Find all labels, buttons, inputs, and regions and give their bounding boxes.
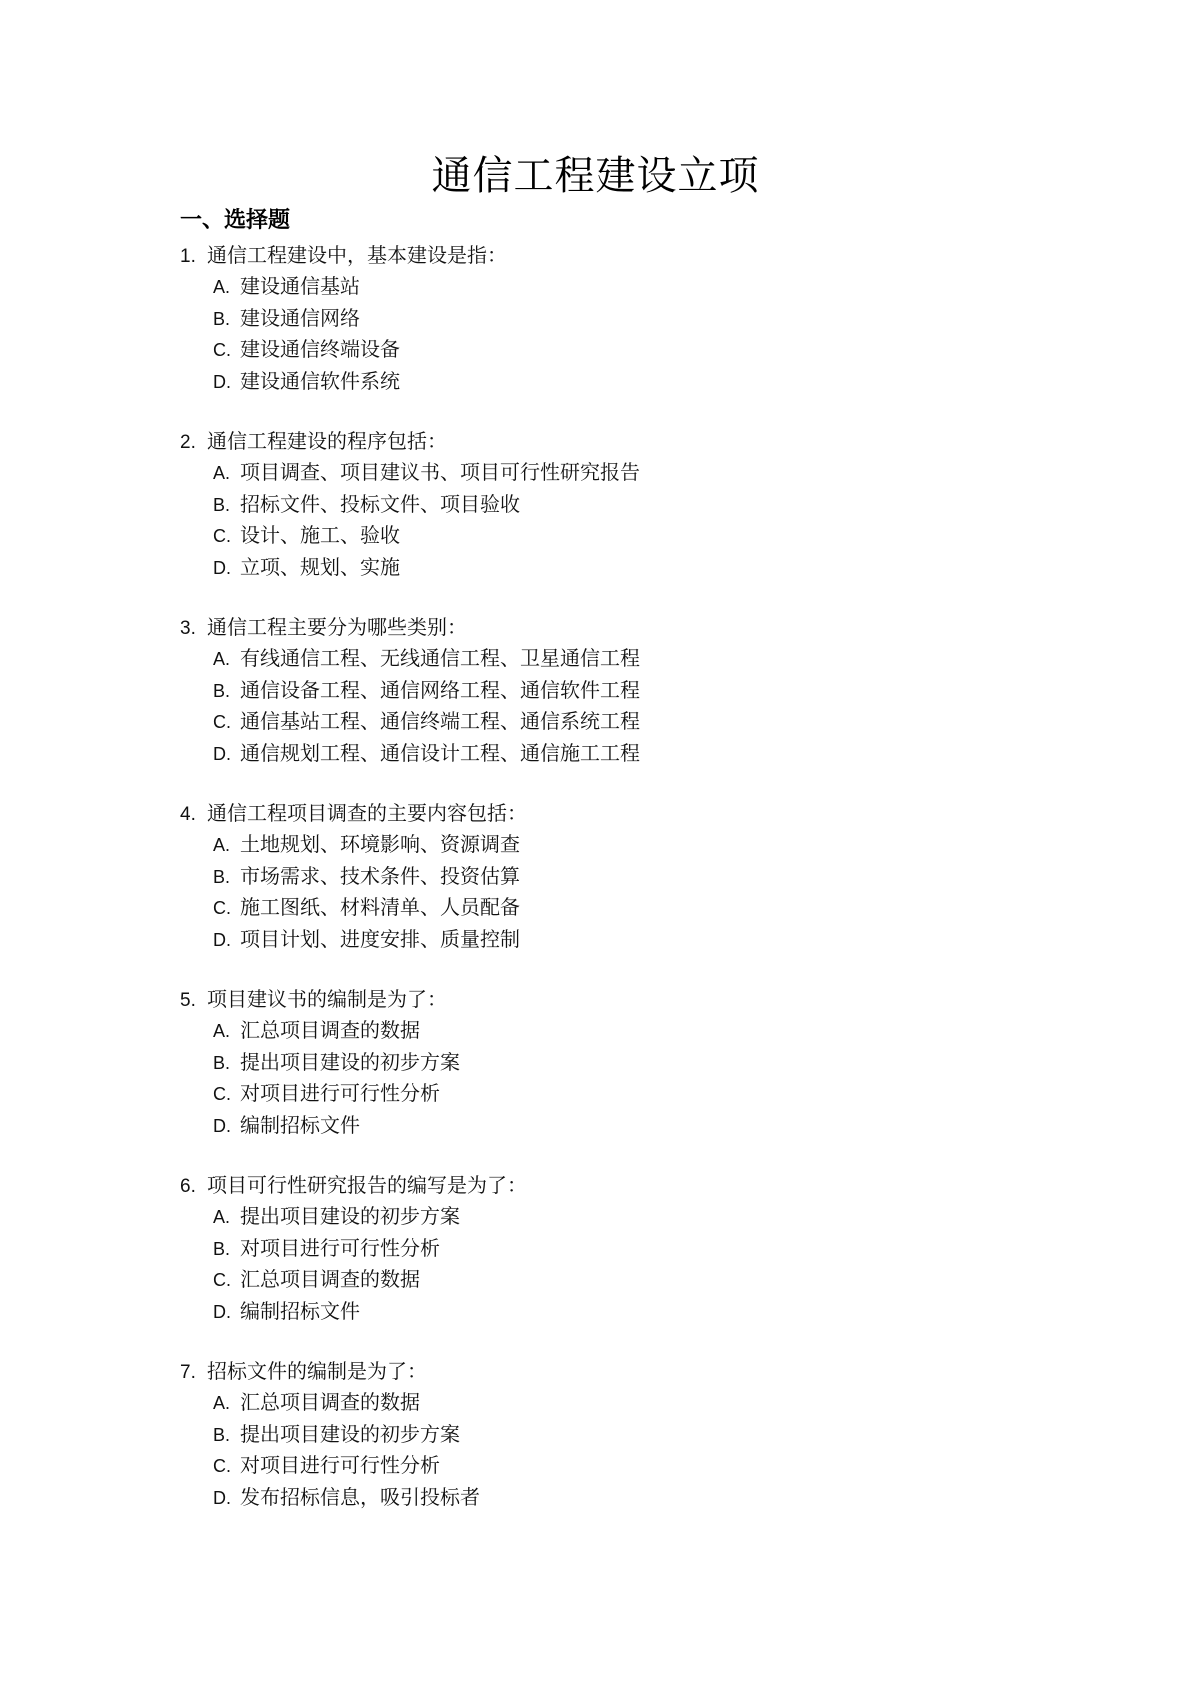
question-text: 项目建议书的编制是为了： [207, 987, 447, 1011]
option-letter: C. [213, 340, 231, 360]
option-a [180, 271, 1080, 303]
question-number: 7. [180, 1362, 196, 1383]
option-text: 建设通信基站 [240, 274, 360, 298]
option-c [180, 520, 1080, 552]
option-b [180, 1047, 1080, 1079]
option-letter: C. [213, 1084, 231, 1104]
option-letter: B. [213, 1424, 231, 1445]
option-letter: A. [213, 277, 231, 297]
question-number: 2. [180, 432, 196, 453]
option-letter: B. [213, 308, 231, 329]
option-d [180, 1296, 1080, 1328]
question-7 [180, 1356, 1080, 1513]
question-text: 通信工程建设的程序包括： [207, 429, 447, 453]
question-3 [180, 612, 1080, 769]
option-a [180, 1015, 1080, 1047]
option-a [180, 1387, 1080, 1419]
option-text: 项目调查、项目建议书、项目可行性研究报告 [240, 460, 640, 484]
question-text: 通信工程主要分为哪些类别： [207, 615, 467, 639]
option-letter: B. [213, 1238, 231, 1259]
option-text: 对项目进行可行性分析 [240, 1453, 440, 1477]
option-letter: D. [213, 1115, 231, 1136]
option-text: 提出项目建设的初步方案 [240, 1421, 460, 1446]
option-b [180, 861, 1080, 893]
option-letter: D. [213, 929, 231, 950]
option-letter: C. [213, 526, 231, 546]
option-d [180, 924, 1080, 956]
option-text: 通信设备工程、通信网络工程、通信软件工程 [240, 677, 640, 702]
option-text: 土地规划、环境影响、资源调查 [240, 832, 520, 856]
option-text: 建设通信终端设备 [240, 337, 400, 361]
option-letter: C. [213, 898, 231, 918]
option-c [180, 1078, 1080, 1110]
option-letter: A. [213, 1393, 231, 1413]
question-number: 5. [180, 990, 196, 1011]
option-a [180, 1201, 1080, 1233]
option-text: 通信规划工程、通信设计工程、通信施工工程 [240, 740, 640, 765]
option-d [180, 1110, 1080, 1142]
option-text: 建设通信网络 [240, 305, 360, 330]
option-letter: A. [213, 1021, 231, 1041]
question-list [180, 240, 1080, 1542]
option-c [180, 1264, 1080, 1296]
document-title: 通信工程建设立项 [431, 153, 760, 199]
option-letter: B. [213, 680, 231, 701]
question-number: 1. [180, 246, 196, 267]
question-stem [180, 798, 1080, 829]
option-letter: A. [213, 649, 231, 669]
option-letter: A. [213, 835, 231, 855]
option-text: 市场需求、技术条件、投资估算 [240, 863, 520, 888]
option-d [180, 1482, 1080, 1514]
question-number: 6. [180, 1176, 196, 1197]
option-text: 编制招标文件 [240, 1298, 360, 1323]
option-letter: D. [213, 743, 231, 764]
question-text: 项目可行性研究报告的编写是为了： [207, 1173, 527, 1197]
question-stem [180, 240, 1080, 271]
question-stem [180, 984, 1080, 1015]
option-letter: C. [213, 1270, 231, 1290]
option-letter: D. [213, 371, 231, 392]
option-text: 招标文件、投标文件、项目验收 [240, 491, 520, 516]
question-text: 招标文件的编制是为了： [207, 1359, 427, 1383]
option-text: 汇总项目调查的数据 [240, 1390, 420, 1414]
option-text: 提出项目建设的初步方案 [240, 1204, 460, 1228]
option-d [180, 552, 1080, 584]
option-letter: B. [213, 1052, 231, 1073]
option-text: 对项目进行可行性分析 [240, 1235, 440, 1260]
option-letter: D. [213, 1487, 231, 1508]
option-b [180, 1233, 1080, 1265]
option-letter: C. [213, 712, 231, 732]
option-text: 有线通信工程、无线通信工程、卫星通信工程 [240, 646, 640, 670]
option-text: 编制招标文件 [240, 1112, 360, 1137]
option-d [180, 738, 1080, 770]
question-1 [180, 240, 1080, 397]
option-letter: D. [213, 1301, 231, 1322]
question-2 [180, 426, 1080, 583]
option-text: 项目计划、进度安排、质量控制 [240, 926, 520, 951]
question-6 [180, 1170, 1080, 1327]
question-stem [180, 1356, 1080, 1387]
option-b [180, 1419, 1080, 1451]
option-letter: A. [213, 1207, 231, 1227]
option-d [180, 366, 1080, 398]
option-text: 提出项目建设的初步方案 [240, 1049, 460, 1074]
question-stem [180, 426, 1080, 457]
option-text: 通信基站工程、通信终端工程、通信系统工程 [240, 709, 640, 733]
option-letter: B. [213, 494, 231, 515]
option-text: 施工图纸、材料清单、人员配备 [240, 895, 520, 919]
option-text: 建设通信软件系统 [240, 368, 400, 393]
option-c [180, 892, 1080, 924]
question-number: 3. [180, 618, 196, 639]
section-heading: 一、选择题 [180, 208, 291, 233]
question-5 [180, 984, 1080, 1141]
option-letter: B. [213, 866, 231, 887]
option-letter: A. [213, 463, 231, 483]
option-a [180, 457, 1080, 489]
option-c [180, 706, 1080, 738]
option-letter: D. [213, 557, 231, 578]
question-text: 通信工程建设中，基本建设是指： [207, 243, 507, 267]
option-text: 汇总项目调查的数据 [240, 1018, 420, 1042]
option-text: 设计、施工、验收 [240, 523, 400, 547]
question-stem [180, 612, 1080, 643]
option-text: 汇总项目调查的数据 [240, 1267, 420, 1291]
question-4 [180, 798, 1080, 955]
option-text: 发布招标信息，吸引投标者 [240, 1484, 480, 1509]
option-text: 对项目进行可行性分析 [240, 1081, 440, 1105]
option-b [180, 675, 1080, 707]
question-number: 4. [180, 804, 196, 825]
option-text: 立项、规划、实施 [240, 554, 400, 579]
question-text: 通信工程项目调查的主要内容包括： [207, 801, 527, 825]
option-letter: C. [213, 1456, 231, 1476]
option-a [180, 829, 1080, 861]
option-b [180, 489, 1080, 521]
option-a [180, 643, 1080, 675]
option-b [180, 303, 1080, 335]
question-stem [180, 1170, 1080, 1201]
option-c [180, 334, 1080, 366]
option-c [180, 1450, 1080, 1482]
